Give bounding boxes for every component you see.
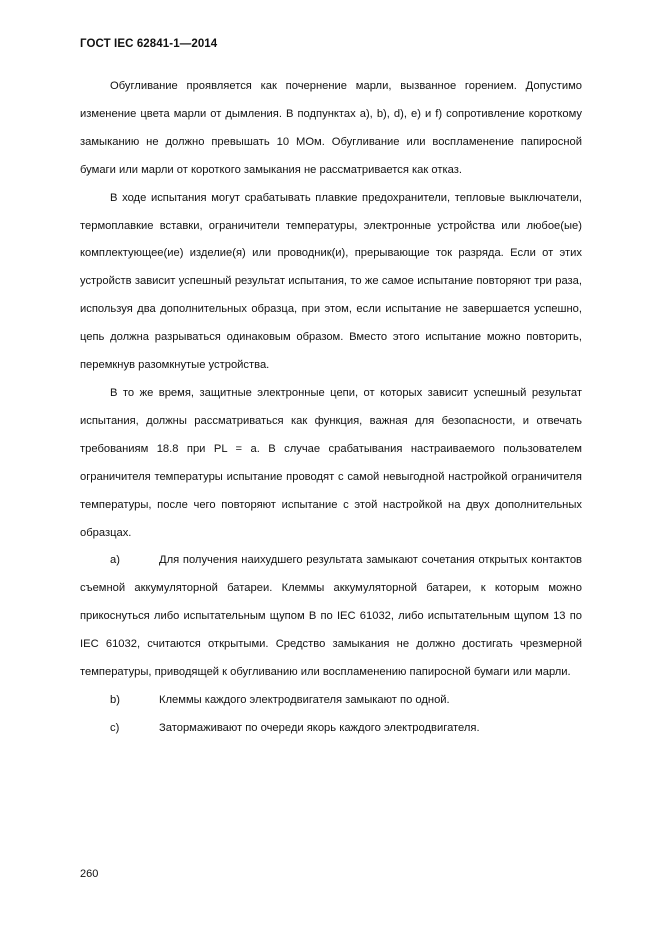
list-item-text: Затормаживают по очереди якорь каждого электродвигателя. (159, 721, 480, 734)
page-number: 260 (80, 868, 99, 880)
list-item-c (80, 715, 582, 743)
list-item-marker: a) (110, 554, 120, 567)
list-item-text: Для получения наихудшего результата замыкают сочетания открытых контактов съемной аккумуляторной батареи. Клеммы аккумуляторной батареи, к которым можно прикоснуться либо испытательным щупом В по IEC 61032, либо испытательным щупом 13 по IEC 61032, считаются открытыми. Средство замыкания не должно достигать чрезмерной температуры, приводящей к обугливанию или воспламенению папиросной бумаги или марли. (80, 554, 582, 679)
paragraph-charring: Обугливание проявляется как почернение марли, вызванное горением. Допустимо изменение цвета марли от дымления. В подпунктах а), b), d), e) и f) сопротивление короткому замыканию не должно превышать 10 МОм. Обугливание или воспламенение папиросной бумаги или марли от короткого замыкания не рассматривается как отказ. (80, 80, 582, 176)
paragraph-protective-devices: В ходе испытания могут срабатывать плавкие предохранители, тепловые выключатели, термоплавкие вставки, ограничители температуры, электронные устройства или любое(ые) комплектующее(ие) изделие(я) или проводник(и), прерывающие ток разряда. Если от этих устройств зависит успешный результат испытания, то же самое испытание повторяют три раза, используя два дополнительных образца, при этом, если испытание не завершается успешно, цепь должна разрываться одинаковым образом. Вместо этого испытание можно повторить, перемкнув разомкнутые устройства. (80, 191, 582, 372)
list-item-text: Клеммы каждого электродвигателя замыкают по одной. (159, 693, 450, 706)
list-item-a (80, 547, 582, 687)
list-item-marker: c) (110, 721, 120, 734)
list-item-b (80, 687, 582, 715)
paragraph-electronic-circuits: В то же время, защитные электронные цепи, от которых зависит успешный результат испытания, должны рассматриваться как функция, важная для безопасности, и отвечать требованиям 18.8 при PL = a. В случае срабатывания настраиваемого пользователем ограничителя температуры испытание проводят с самой невыгодной настройкой ограничителя температуры, после чего повторяют испытание с этой настройкой на двух дополнительных образцах. (80, 386, 582, 539)
document-header: ГОСТ IEC 62841-1—2014 (80, 38, 218, 50)
document-body (80, 73, 582, 743)
list-item-marker: b) (110, 693, 120, 706)
